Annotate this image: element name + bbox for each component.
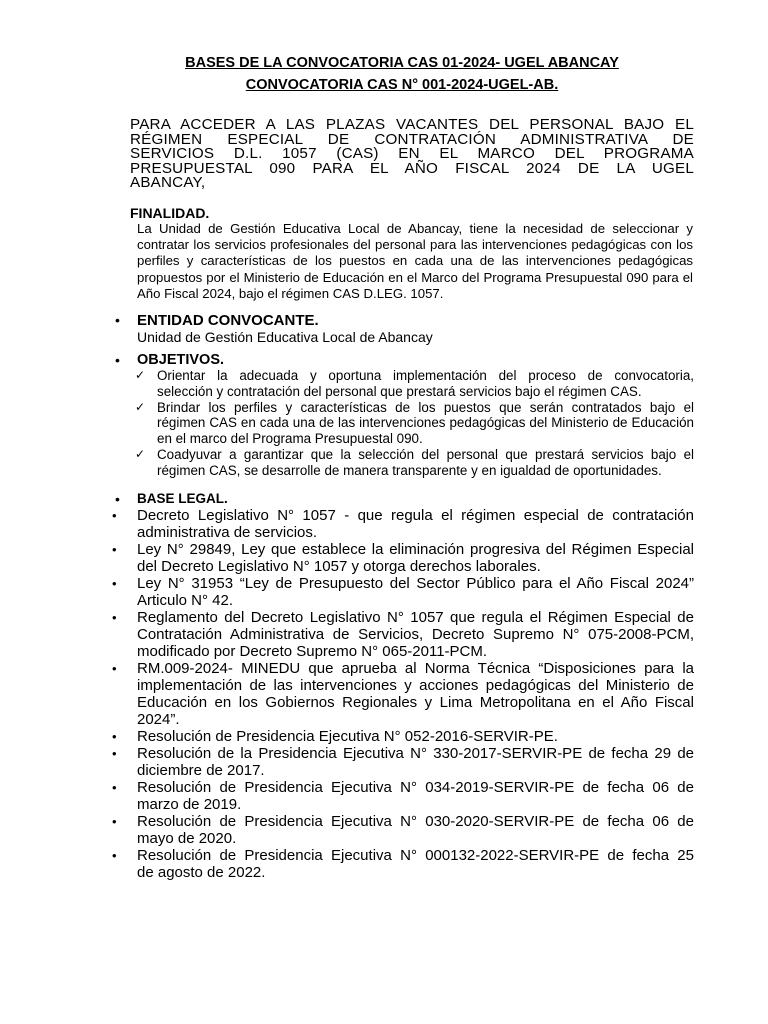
intro-line: PARA ACCEDER A LAS PLAZAS VACANTES DEL PERSONAL BAJO EL [130, 116, 694, 133]
base-legal-line: Resolución de la Presidencia Ejecutiva N° 330-2017-SERVIR-PE de fecha 29 de [137, 745, 694, 762]
base-legal-line: 2024”. [137, 711, 180, 728]
base-legal-line: del Decreto Legislativo N° 1057 y otorga derechos laborales. [137, 558, 541, 575]
base-legal-item [110, 541, 694, 575]
base-legal-item [110, 507, 694, 541]
base-legal-item [110, 745, 694, 779]
base-legal-line: administrativa de servicios. [137, 524, 318, 541]
objetivo-item [132, 400, 694, 447]
bullet-icon: • [112, 508, 117, 523]
intro-line: RÉGIMEN ESPECIAL DE CONTRATACIÓN ADMINISTRATIVA DE [130, 130, 694, 148]
base-legal-item [110, 609, 694, 660]
base-legal-line: implementación de las intervenciones y acciones pedagógicas del Ministerio de [137, 677, 694, 694]
intro-line: PRESUPUESTAL 090 PARA EL AÑO FISCAL 2024 DE LA UGEL [130, 159, 694, 177]
base-legal-list [110, 507, 694, 881]
bullet-icon: • [112, 610, 117, 625]
base-legal-line: Resolución de Presidencia Ejecutiva N° 034-2019-SERVIR-PE de fecha 06 de [137, 779, 694, 796]
bullet-icon: • [112, 746, 117, 761]
base-legal-line: diciembre de 2017. [137, 762, 265, 779]
bullet-icon: • [112, 848, 117, 863]
finalidad-line: perfiles y características de los puestos en cada una de las intervenciones pedagógicas [137, 253, 693, 269]
intro-line: SERVICIOS D.L. 1057 (CAS) EN EL MARCO DEL PROGRAMA [130, 145, 694, 163]
base-legal-line: Resolución de Presidencia Ejecutiva N° 000132-2022-SERVIR-PE de fecha 25 [137, 847, 694, 864]
base-legal-line: Ley N° 31953 “Ley de Presupuesto del Sector Público para el Año Fiscal 2024” [137, 575, 694, 592]
base-legal-line: Decreto Legislativo N° 1057 - que regula el régimen especial de contratación [137, 507, 694, 524]
base-legal-line: modificado por Decreto Supremo N° 065-2011-PCM. [137, 643, 488, 660]
intro-paragraph [130, 118, 694, 191]
base-legal-line: Educación en los Gobiernos Regionales y Lima Metropolitana en el Año Fiscal [137, 694, 694, 711]
bullet-icon: • [115, 352, 120, 368]
base-legal-line: Ley N° 29849, Ley que establece la eliminación progresiva del Régimen Especial [137, 541, 694, 558]
base-legal-heading: BASE LEGAL. [137, 491, 228, 506]
finalidad-line: propuestos por el Ministerio de Educación en el Marco del Programa Presupuestal 090 para el [137, 269, 693, 285]
entidad-text: Unidad de Gestión Educativa Local de Abancay [137, 329, 433, 345]
base-legal-item [110, 728, 694, 745]
finalidad-line: contratar los servicios profesionales del personal para las intervenciones pedagógicas con los [137, 237, 693, 253]
check-icon: ✓ [135, 446, 146, 461]
base-legal-line: Reglamento del Decreto Legislativo N° 1057 que regula el Régimen Especial de [137, 609, 694, 626]
base-legal-line: Articulo N° 42. [137, 592, 234, 609]
base-legal-item [110, 779, 694, 813]
objetivo-item [132, 368, 694, 400]
base-legal-item [110, 847, 694, 881]
objetivo-line: régimen CAS, se desarrolle de manera transparente y en igualdad de oportunidades. [157, 462, 662, 478]
finalidad-line: Año Fiscal 2024, bajo el régimen CAS D.LEG. 1057. [137, 285, 444, 301]
check-icon: ✓ [135, 368, 146, 382]
base-legal-line: Resolución de Presidencia Ejecutiva N° 052-2016-SERVIR-PE. [137, 728, 558, 745]
bullet-icon: • [112, 729, 117, 744]
finalidad-paragraph [137, 221, 693, 302]
objetivo-line: régimen CAS en cada una de las intervenciones pedagógicas del Ministerio de Educación [157, 415, 694, 431]
bullet-icon: • [115, 491, 120, 507]
base-legal-item [110, 813, 694, 847]
bullet-icon: • [115, 312, 120, 328]
objetivo-line: Orientar la adecuada y oportuna implementación del proceso de convocatoria, [157, 368, 694, 383]
objetivos-heading: OBJETIVOS. [137, 352, 225, 368]
bullet-icon: • [112, 661, 117, 676]
finalidad-heading: FINALIDAD. [130, 205, 210, 221]
objetivos-list [132, 368, 694, 479]
base-legal-line: Resolución de Presidencia Ejecutiva N° 030-2020-SERVIR-PE de fecha 06 de [137, 813, 694, 830]
objetivo-line: en el marco del Programa Presupuestal 090. [157, 431, 423, 447]
document-subtitle: CONVOCATORIA CAS N° 001-2024-UGEL-AB. [245, 77, 559, 93]
base-legal-line: marzo de 2019. [137, 796, 242, 813]
entidad-heading: ENTIDAD CONVOCANTE. [137, 312, 319, 329]
objetivo-line: Coadyuvar a garantizar que la selección del personal que prestará servicios bajo el [157, 446, 694, 462]
bullet-icon: • [112, 542, 117, 557]
objetivo-line: selección y contratación del personal que prestará servicios bajo el régimen CAS. [157, 383, 642, 399]
document-title: BASES DE LA CONVOCATORIA CAS 01-2024- UGEL ABANCAY [185, 55, 619, 71]
intro-line: ABANCAY, [130, 174, 206, 192]
bullet-icon: • [112, 576, 117, 591]
base-legal-line: mayo de 2020. [137, 830, 237, 847]
base-legal-line: RM.009-2024- MINEDU que aprueba al Norma Técnica “Disposiciones para la [137, 660, 694, 677]
bullet-icon: • [112, 814, 117, 829]
objetivo-item [132, 447, 694, 479]
objetivo-line: Brindar los perfiles y características de los puestos que serán contratados bajo el [157, 399, 694, 415]
finalidad-line: La Unidad de Gestión Educativa Local de Abancay, tiene la necesidad de seleccionar y [137, 221, 693, 236]
base-legal-line: Contratación Administrativa de Servicios, Decreto Supremo N° 075-2008-PCM, [137, 626, 694, 643]
base-legal-item [110, 575, 694, 609]
check-icon: ✓ [135, 399, 146, 414]
base-legal-item [110, 660, 694, 728]
base-legal-line: de agosto de 2022. [137, 864, 266, 881]
bullet-icon: • [112, 780, 117, 795]
